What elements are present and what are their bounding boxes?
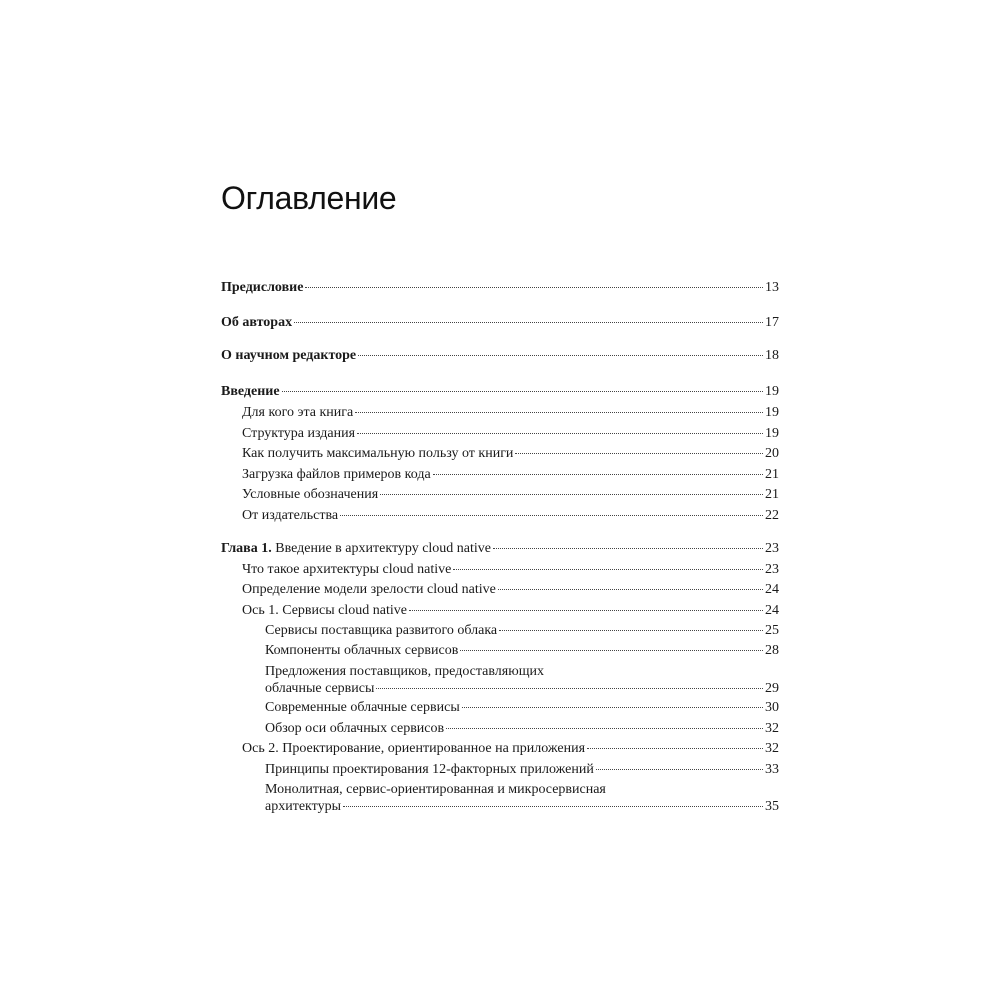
toc-entry[interactable]: [221, 486, 779, 503]
toc-page-number: 30: [765, 700, 779, 715]
toc-page-number: 24: [765, 582, 779, 597]
dot-leader: [446, 728, 763, 729]
toc-entry[interactable]: [221, 761, 779, 778]
toc-entry[interactable]: [221, 602, 779, 619]
dot-leader: [376, 688, 763, 689]
toc-page-number: 22: [765, 508, 779, 523]
toc-entry-text: Структура издания: [242, 426, 356, 441]
toc-page-number: 19: [765, 426, 779, 441]
toc-entry-introduction[interactable]: [221, 383, 779, 400]
toc-entry-text-line1: Монолитная, сервис-ориентированная и микросервисная: [265, 782, 606, 797]
dot-leader: [340, 515, 763, 516]
dot-leader: [498, 589, 763, 590]
toc-entry[interactable]: [221, 466, 779, 483]
toc-page-number: 18: [765, 348, 779, 363]
toc-page-number: 25: [765, 623, 779, 638]
toc-entry-text: Принципы проектирования 12-факторных приложений: [265, 762, 594, 777]
toc-entry-text: облачные сервисы: [265, 681, 375, 696]
toc-page-number: 19: [765, 405, 779, 420]
toc-entry[interactable]: [221, 699, 779, 716]
toc-page-number: 28: [765, 643, 779, 658]
dot-leader: [499, 630, 763, 631]
toc-entry-text: Современные облачные сервисы: [265, 700, 460, 715]
dot-leader: [305, 287, 763, 288]
toc-entry-about-authors[interactable]: [221, 314, 779, 331]
toc-page-number: 21: [765, 467, 779, 482]
toc-entry-text: Сервисы поставщика развитого облака: [265, 623, 498, 638]
toc-entry-text: От издательства: [242, 508, 339, 523]
dot-leader: [462, 707, 763, 708]
toc-entry-science-editor[interactable]: [221, 347, 779, 364]
toc-entry-text: Предисловие: [221, 280, 304, 295]
dot-leader: [587, 748, 763, 749]
dot-leader: [433, 474, 763, 475]
toc-page-number: 32: [765, 741, 779, 756]
chapter-number: Глава 1.: [221, 541, 272, 556]
dot-leader: [460, 650, 763, 651]
toc-entry-text: Загрузка файлов примеров кода: [242, 467, 431, 482]
toc-entry-text-line1: Предложения поставщиков, предоставляющих: [265, 664, 544, 679]
toc-entry-text: Ось 2. Проектирование, ориентированное на приложения: [242, 741, 586, 756]
toc-entry-text: Для кого эта книга: [242, 405, 354, 420]
dot-leader: [357, 433, 763, 434]
toc-page-number: 21: [765, 487, 779, 502]
toc-entry[interactable]: [221, 581, 779, 598]
toc-entry[interactable]: [221, 445, 779, 462]
toc-page-number: 24: [765, 603, 779, 618]
toc-entry[interactable]: [221, 425, 779, 442]
toc-entry[interactable]: [221, 720, 779, 737]
toc-entry-text: Как получить максимальную пользу от книги: [242, 446, 514, 461]
toc-entry-text: О научном редакторе: [221, 348, 357, 363]
toc-entry-text: Обзор оси облачных сервисов: [265, 721, 445, 736]
dot-leader: [343, 806, 763, 807]
dot-leader: [380, 494, 763, 495]
dot-leader: [409, 610, 763, 611]
toc-page-number: 33: [765, 762, 779, 777]
toc-entry[interactable]: [221, 642, 779, 659]
dot-leader: [282, 391, 763, 392]
dot-leader: [453, 569, 763, 570]
toc-page-number: 13: [765, 280, 779, 295]
toc-entry-chapter-1[interactable]: [221, 540, 779, 557]
toc-entry[interactable]: [221, 663, 779, 697]
toc-entry[interactable]: [221, 404, 779, 421]
page-title: Оглавление: [221, 180, 397, 216]
toc-entry-preface[interactable]: [221, 279, 779, 296]
toc-entry-text: Введение: [221, 384, 280, 399]
toc-page-number: 32: [765, 721, 779, 736]
toc-page-number: 23: [765, 541, 779, 556]
toc-page-number: 35: [765, 799, 779, 814]
toc-page-number: 29: [765, 681, 779, 696]
dot-leader: [515, 453, 763, 454]
toc-entry[interactable]: [221, 622, 779, 639]
toc-entry[interactable]: [221, 507, 779, 524]
dot-leader: [596, 769, 763, 770]
toc-entry-text: архитектуры: [265, 799, 341, 814]
toc-entry-text: Определение модели зрелости cloud native: [242, 582, 496, 597]
toc-entry-text: Введение в архитектуру cloud native: [275, 541, 492, 556]
toc-entry[interactable]: [221, 740, 779, 757]
dot-leader: [358, 355, 763, 356]
toc-page-number: 19: [765, 384, 779, 399]
toc-page-number: 17: [765, 315, 779, 330]
dot-leader: [355, 412, 763, 413]
dot-leader: [294, 322, 763, 323]
dot-leader: [493, 548, 763, 549]
toc-entry[interactable]: [221, 561, 779, 578]
toc-page-number: 20: [765, 446, 779, 461]
toc-entry-text: Что такое архитектуры cloud native: [242, 562, 452, 577]
toc-entry-text: Компоненты облачных сервисов: [265, 643, 459, 658]
toc-page-number: 23: [765, 562, 779, 577]
toc-entry[interactable]: [221, 781, 779, 815]
toc-entry-text: Об авторах: [221, 315, 293, 330]
toc-entry-text: Ось 1. Сервисы cloud native: [242, 603, 407, 618]
toc-entry-text: Условные обозначения: [242, 487, 379, 502]
